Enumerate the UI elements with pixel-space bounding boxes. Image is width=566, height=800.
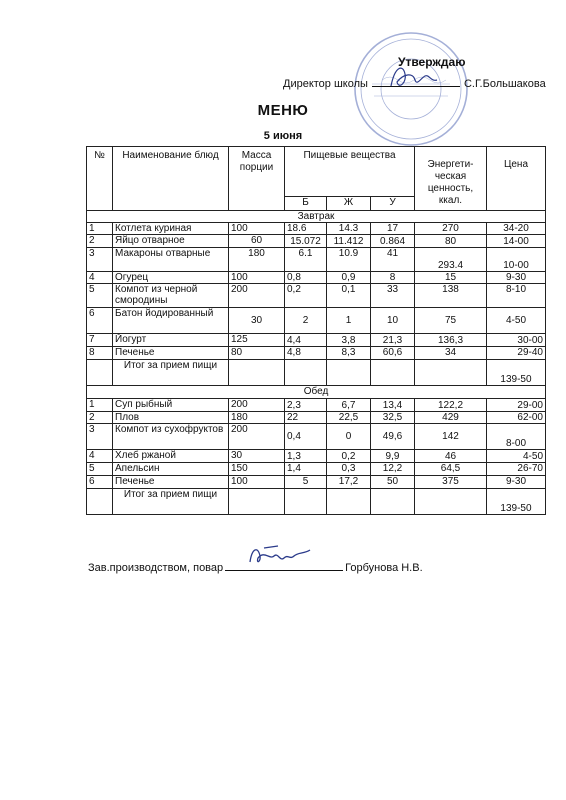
table-row [87,272,546,284]
cell-mass: 80 [229,347,285,360]
cell-b: 0,8 [285,272,327,284]
cell-name: Хлеб ржаной [113,450,229,463]
cell-zh: 11.412 [327,235,371,248]
cell-b: 4,4 [285,334,327,347]
cell-name: Суп рыбный [113,399,229,412]
cell-num: 8 [87,347,113,360]
cell-u: 12,2 [371,463,415,476]
cell-u: 17 [371,223,415,235]
cell-energy: 375 [415,476,487,489]
table-row [87,412,546,424]
cell-empty [229,360,285,386]
cell-empty [285,360,327,386]
cell-zh: 14.3 [327,223,371,235]
table-row [87,223,546,235]
cell-num: 1 [87,223,113,235]
cell-num: 1 [87,399,113,412]
cell-name: Компот из сухофруктов [113,424,229,450]
cell-name: Огурец [113,272,229,284]
cell-name: Котлета куриная [113,223,229,235]
cell-u: 33 [371,284,415,308]
cell-name: Печенье [113,476,229,489]
cell-num: 7 [87,334,113,347]
cell-zh: 0 [327,424,371,450]
cell-u: 13,4 [371,399,415,412]
cell-zh: 8,3 [327,347,371,360]
cell-zh: 3,8 [327,334,371,347]
total-label: Итог за прием пищи [113,360,229,386]
cell-energy: 80 [415,235,487,248]
cell-mass: 200 [229,424,285,450]
cell-price: 9-30 [487,476,546,489]
cell-empty [87,360,113,386]
cell-u: 0.864 [371,235,415,248]
cell-b: 15.072 [285,235,327,248]
cell-energy: 75 [415,308,487,334]
menu-table [86,146,546,515]
cell-name: Яйцо отварное [113,235,229,248]
cell-price: 10-00 [487,248,546,272]
cell-zh: 0,2 [327,450,371,463]
approval-position: Директор школы [283,78,368,90]
cell-b: 0,4 [285,424,327,450]
cell-zh: 10.9 [327,248,371,272]
cell-num: 6 [87,308,113,334]
cell-mass: 30 [229,308,285,334]
cell-price: 8-10 [487,284,546,308]
cell-energy: 15 [415,272,487,284]
table-row [87,248,546,272]
cell-num: 3 [87,424,113,450]
cell-empty [87,489,113,515]
cell-num: 2 [87,235,113,248]
cell-zh: 0,9 [327,272,371,284]
header-price: Цена [487,147,546,211]
cell-price: 30-00 [487,334,546,347]
director-signature [385,60,445,96]
cell-num: 2 [87,412,113,424]
cell-b: 2 [285,308,327,334]
cell-num: 4 [87,450,113,463]
cell-energy: 270 [415,223,487,235]
table-row [87,424,546,450]
cell-mass: 200 [229,284,285,308]
table-row [87,284,546,308]
cell-u: 32,5 [371,412,415,424]
table-row [87,399,546,412]
header-name: Наименование блюд [113,147,229,211]
cell-energy: 293.4 [415,248,487,272]
table-row [87,463,546,476]
header-energy: Энергети-ческая ценность, ккал. [415,147,487,211]
cell-u: 8 [371,272,415,284]
cell-empty [415,360,487,386]
approval-title: Утверждаю [398,55,466,69]
cell-mass: 100 [229,272,285,284]
cell-mass: 180 [229,248,285,272]
cell-b: 1,3 [285,450,327,463]
section-lunch: Обед [87,386,546,399]
total-label: Итог за прием пищи [113,489,229,515]
cell-zh: 0,1 [327,284,371,308]
cell-mass: 60 [229,235,285,248]
cell-u: 49,6 [371,424,415,450]
section-breakfast: Завтрак [87,211,546,223]
cell-price: 9-30 [487,272,546,284]
table-row [87,235,546,248]
header-num: № [87,147,113,211]
header-b: Б [285,197,327,211]
cell-energy: 142 [415,424,487,450]
document-date: 5 июня [263,130,303,142]
cell-empty [327,489,371,515]
cell-b: 22 [285,412,327,424]
table-row [87,334,546,347]
cell-empty [327,360,371,386]
cell-u: 21,3 [371,334,415,347]
cell-name: Батон йодированный [113,308,229,334]
cell-mass: 180 [229,412,285,424]
cell-u: 41 [371,248,415,272]
footer-position: Зав.производством, повар [88,562,224,574]
cell-price: 4-50 [487,308,546,334]
cell-u: 50 [371,476,415,489]
signature-blank [225,560,343,571]
cell-energy: 122,2 [415,399,487,412]
cell-mass: 100 [229,476,285,489]
cell-empty [229,489,285,515]
header-mass: Масса порции [229,147,285,211]
cell-u: 10 [371,308,415,334]
table-row [87,450,546,463]
header-nutrients: Пищевые вещества [285,147,415,197]
cell-mass: 150 [229,463,285,476]
cell-num: 5 [87,284,113,308]
cell-mass: 200 [229,399,285,412]
cell-price: 29-40 [487,347,546,360]
header-u: У [371,197,415,211]
cell-price: 26-70 [487,463,546,476]
total-row [87,489,546,515]
footer-signature-line [88,560,423,574]
cell-num: 4 [87,272,113,284]
cell-u: 60,6 [371,347,415,360]
footer-name: Горбунова Н.В. [345,562,423,574]
cell-name: Макароны отварные [113,248,229,272]
table-row [87,476,546,489]
cell-energy: 138 [415,284,487,308]
cell-num: 5 [87,463,113,476]
cell-u: 9,9 [371,450,415,463]
cell-empty [371,360,415,386]
cell-price: 4-50 [487,450,546,463]
cell-mass: 30 [229,450,285,463]
cell-b: 5 [285,476,327,489]
cell-price: 34-20 [487,223,546,235]
cell-name: Апельсин [113,463,229,476]
cell-energy: 64,5 [415,463,487,476]
cell-b: 4,8 [285,347,327,360]
cell-energy: 34 [415,347,487,360]
total-row [87,360,546,386]
cell-empty [285,489,327,515]
cell-price: 29-00 [487,399,546,412]
cell-b: 6.1 [285,248,327,272]
cell-name: Компот из черной смородины [113,284,229,308]
cell-price: 62-00 [487,412,546,424]
cell-num: 3 [87,248,113,272]
cell-b: 0,2 [285,284,327,308]
header-row [87,147,546,197]
cell-energy: 46 [415,450,487,463]
section-row [87,386,546,399]
total-price: 139-50 [487,360,546,386]
cell-zh: 0,3 [327,463,371,476]
cell-zh: 1 [327,308,371,334]
cell-name: Печенье [113,347,229,360]
cell-zh: 6,7 [327,399,371,412]
cell-empty [371,489,415,515]
cell-price: 14-00 [487,235,546,248]
cell-empty [415,489,487,515]
cell-mass: 100 [229,223,285,235]
cell-price: 8-00 [487,424,546,450]
cell-b: 18.6 [285,223,327,235]
header-zh: Ж [327,197,371,211]
cell-b: 1,4 [285,463,327,476]
table-row [87,347,546,360]
cell-zh: 17,2 [327,476,371,489]
approval-name: С.Г.Большакова [463,78,546,90]
cell-zh: 22,5 [327,412,371,424]
cell-energy: 136,3 [415,334,487,347]
cell-name: Йогурт [113,334,229,347]
cell-num: 6 [87,476,113,489]
cell-energy: 429 [415,412,487,424]
total-price: 139-50 [487,489,546,515]
cell-mass: 125 [229,334,285,347]
cell-b: 2,3 [285,399,327,412]
cell-name: Плов [113,412,229,424]
table-row [87,308,546,334]
document-title: МЕНЮ [257,102,309,119]
section-row [87,211,546,223]
